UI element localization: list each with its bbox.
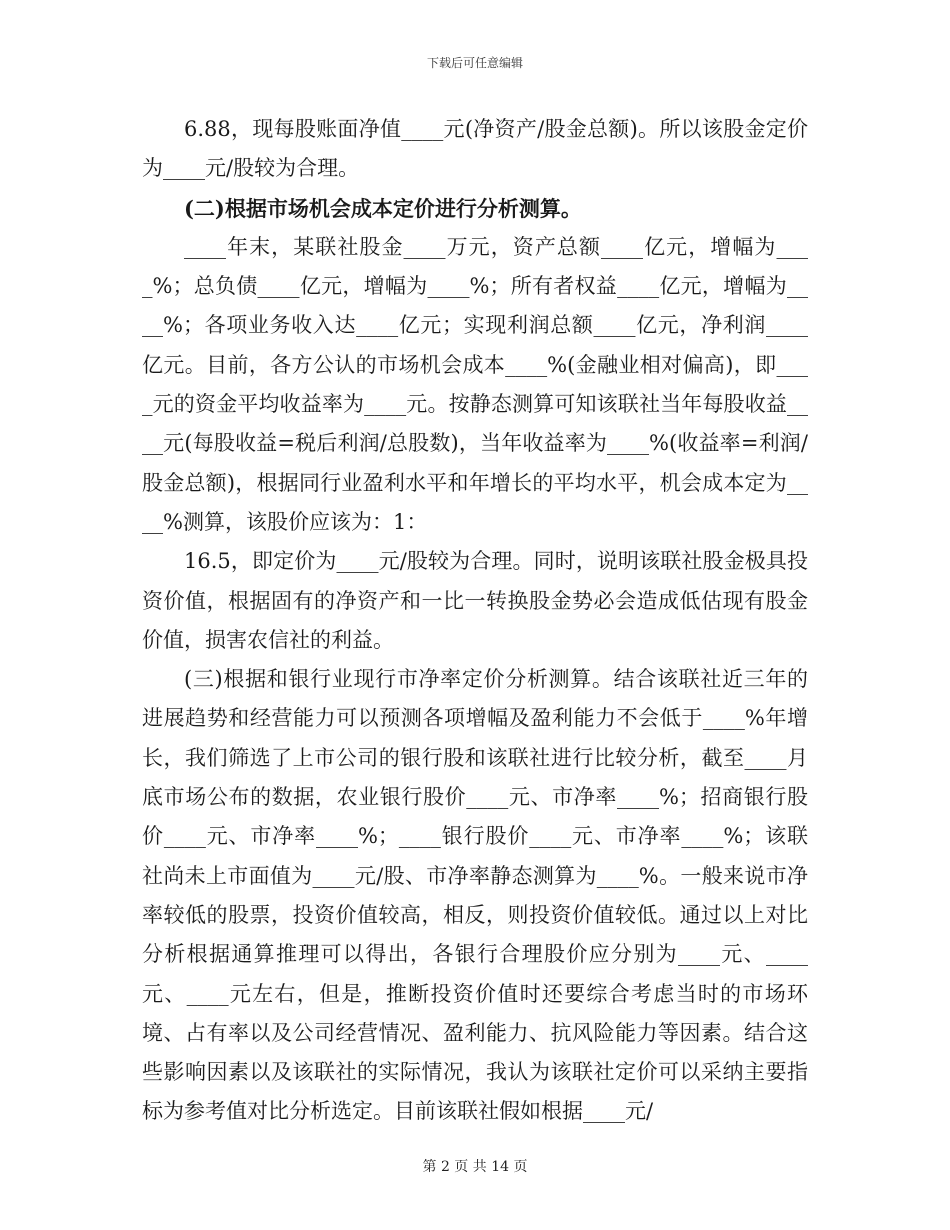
page-footer: 第 2 页 共 14 页: [422, 1159, 528, 1175]
paragraph-book-value: 6.88，现每股账面净值____元(净资产/股金总额)。所以该股金定价为____元/股较为合理。: [142, 117, 808, 181]
document-body: [142, 110, 808, 1132]
section-heading-opportunity-cost: (二)根据市场机会成本定价进行分析测算。: [184, 195, 582, 221]
paragraph-pb-ratio-analysis: (三)根据和银行业现行市净率定价分析测算。结合该联社近三年的进展趋势和经营能力可以预测各项增幅及盈利能力不会低于____%年增长，我们筛选了上市公司的银行股和该联社进行比较分析，截至____月底市场公布的数据，农业银行股价____元、市净率____%；招商银行股价____元、市净率____%；____银行股价____元、市净率____%；该联社尚未上市面值为____元/股、市净率静态测算为____%。一般来说市净率较低的股票，投资价值较高，相反，则投资价值较低。通过以上对比分析根据通算推理可以得出，各银行合理股价应分别为____元、____元、____元左右，但是，推断投资价值时还要综合考虑当时的市场环境、占有率以及公司经营情况、盈利能力、抗风险能力等因素。结合这些影响因素以及该联社的实际情况，我认为该联社定价可以采纳主要指标为参考值对比分析选定。目前该联社假如根据____元/: [142, 667, 808, 1124]
page-header: 下载后可任意编辑: [426, 56, 523, 70]
paragraph-opportunity-cost: ____年末，某联社股金____万元，资产总额____亿元，增幅为____%；总负债____亿元，增幅为____%；所有者权益____亿元，增幅为____%；各项业务收入达____亿元；实现利润总额____亿元，净利润____亿元。目前，各方公认的市场机会成本____%(金融业相对偏高)，即____元的资金平均收益率为____元。按静态测算可知该联社当年每股收益____元(每股收益=税后利润/总股数)，当年收益率为____%(收益率=利润/股金总额)，根据同行业盈利水平和年增长的平均水平，机会成本定为____%测算，该股价应该为：1：: [142, 234, 808, 534]
paragraph-pricing-conclusion: 16.5，即定价为____元/股较为合理。同时，说明该联社股金极具投资价值，根据固有的净资产和一比一转换股金势必会造成低估现有股金价值，损害农信社的利益。: [142, 549, 808, 652]
